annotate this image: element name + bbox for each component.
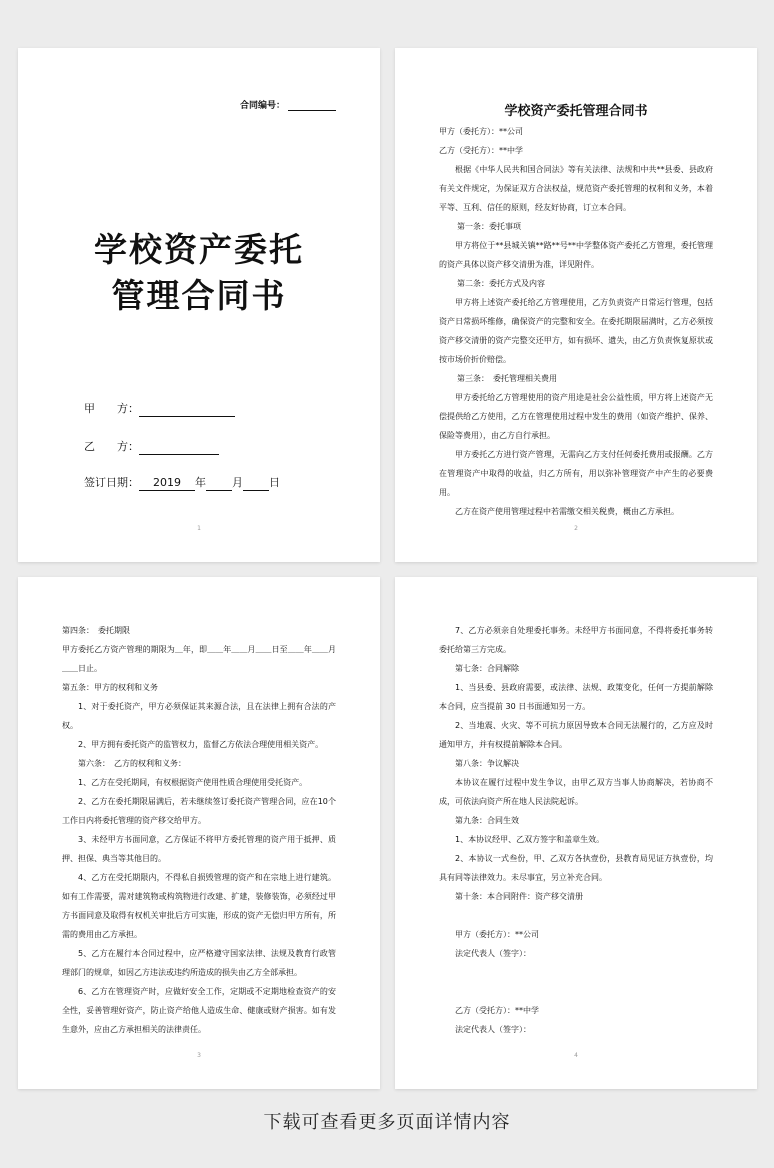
- paragraph: 第一条：委托事项: [457, 222, 521, 231]
- paragraph: 第八条：争议解决: [455, 759, 519, 768]
- blank-line: [439, 963, 713, 982]
- cover-title-line-1: 学校资产委托: [94, 230, 304, 269]
- paragraph: 1、乙方在受托期间，有权根据资产使用性质合理使用受托资产。: [78, 778, 308, 787]
- paragraph: 甲方委托乙方资产管理的期限为＿年，即＿＿年＿＿月＿＿日至＿＿年＿＿月＿＿日止。: [62, 645, 336, 673]
- party-a-blank: [139, 403, 235, 417]
- page-number: 1: [197, 525, 201, 532]
- page-number: 3: [197, 1052, 201, 1059]
- page-number: 2: [574, 525, 578, 532]
- paragraph: 1、本协议经甲、乙双方签字和盖章生效。: [455, 835, 605, 844]
- paragraph: 第三条： 委托管理相关费用: [457, 374, 557, 383]
- party-a-label: 甲 方：: [84, 402, 139, 415]
- paragraph: 2、本协议一式叁份，甲、乙双方各执壹份，县教育局见证方执壹份，均具有同等法律效力。未尽事宜，另立补充合同。: [439, 854, 713, 882]
- paragraph: 甲方（委托方）：**公司: [439, 127, 523, 136]
- party-b-field: [84, 439, 219, 455]
- paragraph: 法定代表人（签字）：: [455, 1025, 531, 1034]
- paragraph: 甲方（委托方）：**公司: [455, 930, 539, 939]
- year-char: 年: [195, 476, 206, 489]
- blank-line: [439, 906, 713, 925]
- paragraph: 5、乙方在履行本合同过程中，应严格遵守国家法律、法规及教育行政管理部门的规章，如因乙方违法或违约所造成的损失由乙方全部承担。: [62, 949, 336, 977]
- paragraph: 2、乙方在委托期限届满后，若未继续签订委托资产管理合同，应在10个工作日内将委托管理的资产移交给甲方。: [62, 797, 336, 825]
- contract-number-label: 合同编号：: [239, 101, 285, 111]
- paragraph: 根据《中华人民共和国合同法》等有关法律、法规和中共**县委、县政府有关文件规定，为保证双方合法权益，规范资产委托管理的权利和义务，本着平等、互利、信任的原则，经友好协商，订立本合同。: [439, 165, 713, 212]
- paragraph: 3、未经甲方书面同意，乙方保证不将甲方委托管理的资产用于抵押、质押、担保、典当等其他目的。: [62, 835, 336, 863]
- paragraph: 乙方在资产使用管理过程中若需缴交相关税费，概由乙方承担。: [455, 507, 679, 516]
- contract-number: [240, 98, 336, 111]
- paragraph: 甲方将上述资产委托给乙方管理使用，乙方负责资产日常运行管理，包括资产日常损坏维修，确保资产的完整和安全。在委托期限届满时，乙方必须按资产移交清册的资产完整交还甲方，如有损坏、遗失，由乙方负责恢复原状或按市场价折价赔偿。: [439, 298, 713, 364]
- sign-date-label: 签订日期：: [84, 476, 139, 489]
- sign-year: 2019: [139, 476, 195, 491]
- cover-title-line-2: 管理合同书: [111, 276, 287, 315]
- paragraph: 第四条： 委托期限: [62, 626, 130, 635]
- paragraph: 6、乙方在管理资产时，应做好安全工作，定期或不定期地检查资产的安全性，妥善管理好资产，防止资产给他人造成生命、健康或财产损害。如有发生意外，应由乙方承担相关的法律责任。: [62, 987, 336, 1034]
- contract-number-blank: [288, 101, 336, 111]
- paragraph: 2、当地震、火灾、等不可抗力原因导致本合同无法履行的，乙方应及时通知甲方，并有权提前解除本合同。: [439, 721, 713, 749]
- party-a-field: [84, 401, 235, 417]
- paragraph: 乙方（受托方）：**中学: [439, 146, 523, 155]
- contract-page-4: [395, 577, 757, 1089]
- paragraph: 1、对于委托资产，甲方必须保证其来源合法，且在法律上拥有合法的产权。: [62, 702, 336, 730]
- paragraph: 甲方将位于**县城关镇**路**号**中学整体资产委托乙方管理，委托管理的资产具体以资产移交清册为准，详见附件。: [439, 241, 713, 269]
- paragraph: 第二条：委托方式及内容: [457, 279, 545, 288]
- paragraph: 第五条：甲方的权利和义务: [62, 683, 158, 692]
- paragraph: 甲方委托给乙方管理使用的资产用途是社会公益性质，甲方将上述资产无偿提供给乙方使用，乙方在管理使用过程中发生的费用（如资产维护、保养、保险等费用），由乙方自行承担。: [439, 393, 713, 440]
- paragraph: 乙方（受托方）：**中学: [455, 1006, 539, 1015]
- day-blank: [243, 476, 269, 491]
- party-b-label: 乙 方：: [84, 440, 139, 453]
- page-2-body: [439, 122, 713, 521]
- sign-date-field: [84, 475, 280, 491]
- party-b-blank: [139, 441, 219, 455]
- paragraph: 第十条：本合同附件：资产移交清册: [455, 892, 583, 901]
- month-char: 月: [232, 476, 243, 489]
- paragraph: 第六条： 乙方的权利和义务：: [78, 759, 186, 768]
- paragraph: 1、当县委、县政府需要，或法律、法规、政策变化，任何一方提前解除本合同，应当提前 30 日书面通知另一方。: [439, 683, 713, 711]
- month-blank: [206, 476, 232, 491]
- contract-page-2: [395, 48, 757, 562]
- paragraph: 本协议在履行过程中发生争议，由甲乙双方当事人协商解决，若协商不成，可依法向资产所在地人民法院起诉。: [439, 778, 713, 806]
- paragraph: 2、甲方拥有委托资产的监管权力，监督乙方依法合理使用相关资产。: [78, 740, 324, 749]
- paragraph: 4、乙方在受托期限内，不得私自损毁管理的资产和在宗地上进行建筑。如有工作需要，需对建筑物或构筑物进行改建、扩建，装修装饰，必须经过甲方书面同意及取得有权机关审批后方可实施，形成的资产无偿归甲方所有，所需的费用由乙方承担。: [62, 873, 336, 939]
- paragraph: 第九条：合同生效: [455, 816, 519, 825]
- download-more-note: 下载可查看更多页面详情内容: [263, 1112, 511, 1133]
- paragraph: 法定代表人（签字）：: [455, 949, 531, 958]
- page-number: 4: [574, 1052, 578, 1059]
- paragraph: 第七条：合同解除: [455, 664, 519, 673]
- blank-line: [439, 982, 713, 1001]
- page-4-body: [439, 621, 713, 1039]
- contract-page-3: [18, 577, 380, 1089]
- day-char: 日: [269, 476, 280, 489]
- paragraph: 甲方委托乙方进行资产管理，无需向乙方支付任何委托费用或报酬。乙方在管理资产中取得的收益，归乙方所有，用以弥补管理资产中产生的必要费用。: [439, 450, 713, 497]
- paragraph: 7、乙方必须亲自处理委托事务。未经甲方书面同意，不得将委托事务转委托给第三方完成。: [439, 626, 713, 654]
- page-3-body: [62, 621, 336, 1039]
- document-title: 学校资产委托管理合同书: [504, 104, 648, 119]
- cover-page: [18, 48, 380, 562]
